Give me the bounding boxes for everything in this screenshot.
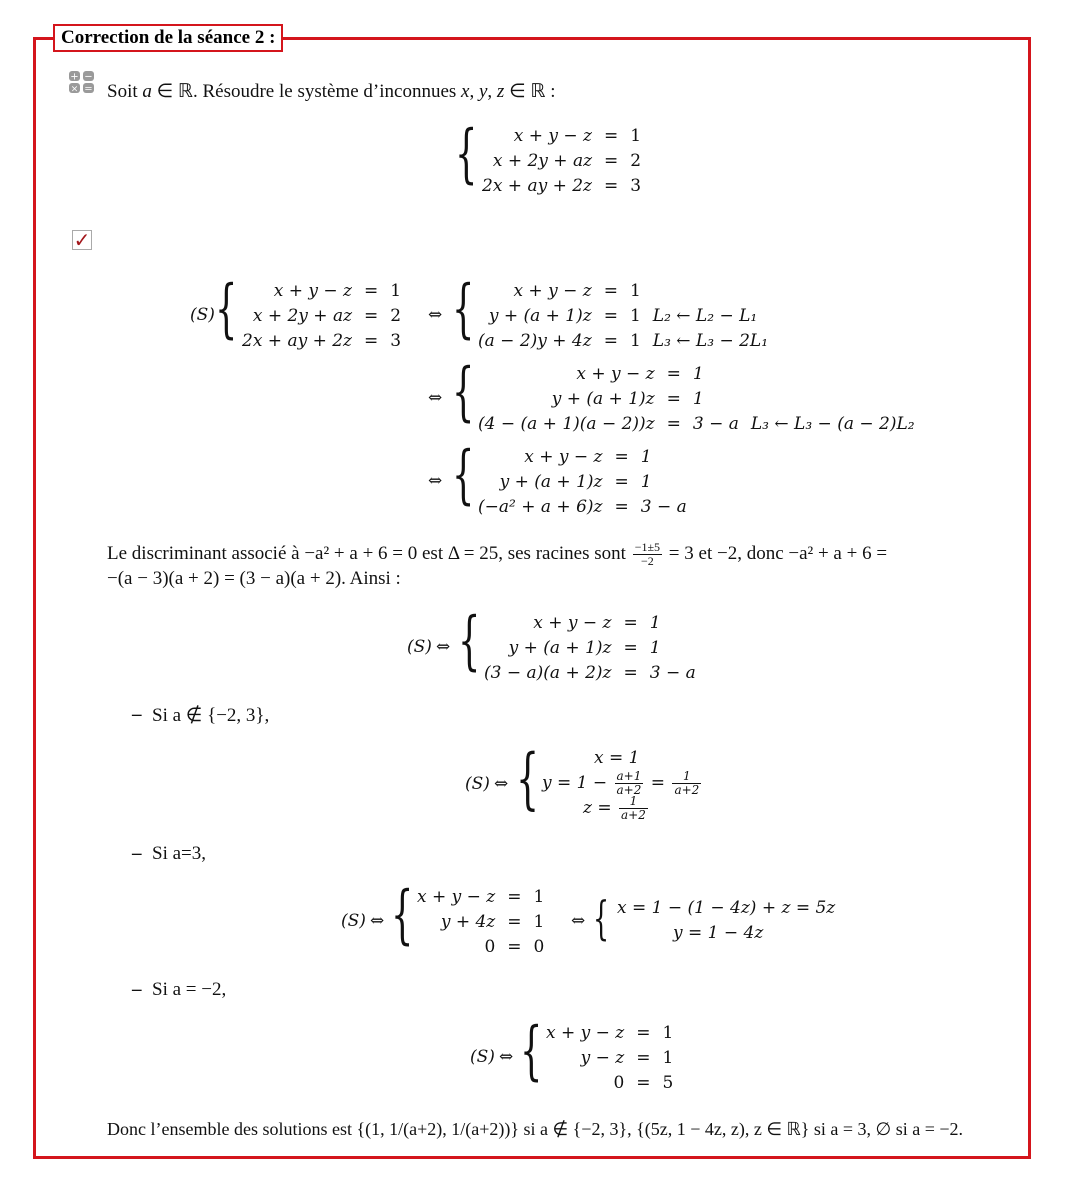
section-title: Correction de la séance 2 : — [53, 24, 283, 52]
brace: { — [215, 272, 238, 346]
statement-system: x + y − z = 1 x + 2y + az = 2 2x + ay + 2z = 3 — [482, 125, 642, 196]
equivalence-symbol: ⇔ — [499, 1047, 514, 1067]
step2-system: x + y − z = 1 y + (a + 1)z = 1 (4 − (a + 1)(a − 2))z = 3 − a L₃ ← L₃ − (a − 2)L₂ — [478, 363, 915, 434]
system-label: (S) — [470, 1047, 495, 1067]
case2-x: x = 1 − (1 − 4z) + z = 5z — [617, 898, 836, 918]
bullet-dash: – — [132, 704, 142, 725]
brace: { — [516, 740, 540, 817]
brace: { — [593, 891, 610, 945]
bullet-dash: – — [132, 843, 142, 864]
case2-label: Si a=3, — [152, 843, 206, 864]
brace: { — [452, 438, 475, 512]
brace: { — [452, 272, 475, 346]
exercise-statement: Soit a ∈ ℝ. Résoudre le système d’inconnues x, y, z ∈ ℝ : — [107, 81, 556, 102]
brace: { — [458, 604, 481, 678]
case2-y: y = 1 − 4z — [673, 923, 764, 943]
equivalence-symbol: ⇔ — [370, 911, 385, 931]
case3-label: Si a = −2, — [152, 979, 227, 1000]
equivalence-symbol: ⇔ — [571, 911, 586, 931]
equivalence-symbol: ⇔ — [494, 774, 509, 794]
system-label: (S) — [407, 637, 432, 657]
roots-fraction: $\frac{-1\pm 5}{-2}$ — [634, 540, 661, 568]
calculator-icon — [68, 70, 96, 94]
system-label: (S) — [341, 911, 366, 931]
step3-system: x + y − z = 1 y + (a + 1)z = 1 (−a² + a + 6)z = 3 − a — [478, 446, 687, 517]
step1-right-system: x + y − z = 1 y + (a + 1)z = 1 L₂ ← L₂ − L₁ (a − 2)y + 4z = 1 L₃ ← L₃ − 2L₁ — [478, 280, 769, 351]
step1-left-system: x + y − z = 1 x + 2y + az = 2 2x + ay + 2z = 3 — [242, 280, 402, 351]
brace: { — [391, 878, 414, 952]
case1-y: y = 1 − $\frac{a+1}{a+2}$ = $\frac{1}{a+2}$ — [542, 769, 700, 797]
factored-system: x + y − z = 1 y + (a + 1)z = 1 (3 − a)(a + 2)z = 3 − a — [484, 612, 696, 683]
svg-text:×: × — [70, 84, 79, 94]
svg-text:=: = — [84, 83, 93, 94]
case2-system: x + y − z = 1 y + 4z = 1 0 = 0 — [417, 886, 545, 957]
brace: { — [520, 1014, 543, 1088]
equivalence-symbol: ⇔ — [428, 471, 443, 491]
discriminant-text-line2: −(a − 3)(a + 2) = (3 − a)(a + 2). Ainsi : — [107, 568, 401, 589]
svg-text:−: − — [84, 71, 93, 83]
case1-label: Si a ∉ {−2, 3}, — [152, 705, 270, 726]
svg-text:+: + — [70, 71, 79, 83]
case1-x: x = 1 — [594, 748, 640, 768]
case3-system: x + y − z = 1 y − z = 1 0 = 5 — [546, 1022, 674, 1093]
brace: { — [452, 355, 475, 429]
equivalence-symbol: ⇔ — [428, 388, 443, 408]
system-label: (S) — [465, 774, 490, 794]
discriminant-text: Le discriminant associé à −a² + a + 6 = 0 est Δ = 25, ses racines sont $\frac{-1\pm 5}{-2}$ = 3 et −2, donc −a² + a + 6 = — [107, 540, 888, 568]
bullet-dash: – — [132, 979, 142, 1000]
checkmark-icon: ✓ — [73, 228, 91, 252]
equivalence-symbol: ⇔ — [428, 305, 443, 325]
brace: { — [455, 117, 478, 191]
equivalence-symbol: ⇔ — [436, 637, 451, 657]
system-label: (S) — [190, 305, 215, 325]
case1-z: z = $\frac{1}{a+2}$ — [583, 794, 646, 822]
conclusion-text: Donc l’ensemble des solutions est {(1, 1/(a+2), 1/(a+2))} si a ∉ {−2, 3}, {(5z, 1 − 4z, z), z ∈ ℝ} si a = 3, ∅ si a = −2. — [107, 1119, 964, 1139]
